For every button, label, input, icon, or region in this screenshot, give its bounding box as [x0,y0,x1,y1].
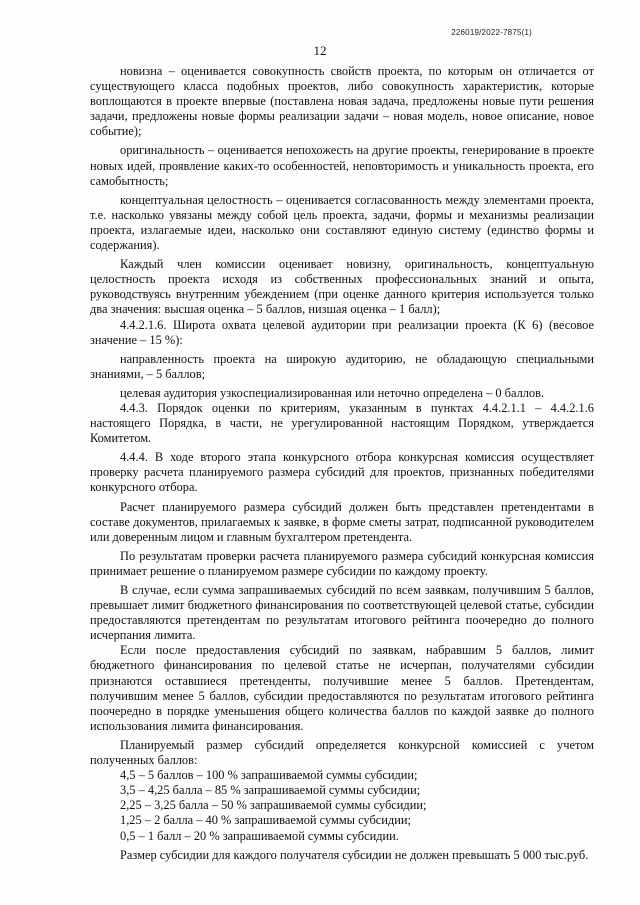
paragraph-wide-audience: направленность проекта на широкую аудиторию, не обладающую специальными знаниями, – 5 баллов; [90,351,594,381]
paragraph-subsidy-calculation: Расчет планируемого размера субсидий должен быть представлен претендентами в составе документов, прилагаемых к заявке, в форме сметы затрат, подписанной руководителем или доверенным лицом и главным бухгалтером претендента. [90,499,594,544]
paragraph-clause-4-4-4: 4.4.4. В ходе второго этапа конкурсного отбора конкурсная комиссия осуществляет проверку расчета планируемого размера субсидий для проектов, признанных победителями конкурсного отбора. [90,450,594,495]
paragraph-originality: оригинальность – оценивается непохожесть на другие проекты, генерирование в проекте новых идей, проявление каких-то особенностей, неповторимость и уникальность проекта, его самобытность; [90,143,594,188]
paragraph-conceptual-integrity: концептуальная целостность – оценивается согласованность между элементами проекта, т.е. насколько увязаны между собой цель проекта, задачи, формы и механизмы реализации проекта, излагаемые идеи, насколько они составляют единую систему (единство формы и содержания). [90,192,594,253]
document-id: 226019/2022-7875(1) [451,28,532,37]
paragraph-clause-4-4-3: 4.4.3. Порядок оценки по критериям, указанным в пунктах 4.4.2.1.1 – 4.4.2.1.6 настоящего Порядка, в части, не урегулированной настоящим Порядком, утверждается Комитетом. [90,400,594,446]
paragraph-commission-evaluation: Каждый член комиссии оценивает новизну, оригинальность, концептуальную целостность проекта исходя из собственных профессиональных знаний и опыта, руководствуясь внутренним убеждением (при оценке данного критерия используется только два значения: высшая оценка – 5 баллов, низшая оценка – 1 балл); [90,257,594,317]
list-item-score-tier: 2,25 – 3,25 балла – 50 % запрашиваемой суммы субсидии; [120,798,427,813]
list-item-score-tier: 4,5 – 5 баллов – 100 % запрашиваемой суммы субсидии; [120,768,418,783]
document-body [90,64,594,863]
list-item-score-tier: 3,5 – 4,25 балла – 85 % запрашиваемой суммы субсидии; [120,783,421,798]
list-item-score-tier: 0,5 – 1 балл – 20 % запрашиваемой суммы субсидии. [120,828,399,843]
paragraph-planned-size: Планируемый размер субсидий определяется конкурсной комиссией с учетом полученных баллов: [90,737,594,768]
paragraph-clause-4-4-2-1-6: 4.4.2.1.6. Широта охвата целевой аудитории при реализации проекта (К 6) (весовое значение – 15 %): [90,317,594,347]
paragraph-narrow-audience: целевая аудитория узкоспециализированная или неточно определена – 0 баллов. [120,385,545,400]
page-number: 12 [313,43,327,58]
paragraph-verification-results: По результатам проверки расчета планируемого размера субсидий конкурсная комиссия принимает решение о планируемом размере субсидии по каждому проекту. [90,548,594,578]
list-item-score-tier: 1,25 – 2 балла – 40 % запрашиваемой суммы субсидии; [120,813,411,828]
paragraph-limit-exceeded: В случае, если сумма запрашиваемых субсидий по всем заявкам, получившим 5 баллов, превышает лимит бюджетного финансирования по соответствующей целевой статье, субсидии предоставляются претендентам по результатам итогового рейтинга поочередно до полного исчерпания лимита. [90,583,594,643]
paragraph-novelty: новизна – оценивается совокупность свойств проекта, по которым он отличается от существующего класса подобных проектов, либо совокупность характеристик, которые воплощаются в проекте впервые (поставлена новая задача, предложены новые пути решения задачи, предложены новые формы реализации задачи – новая модель, новое описание, новое событие); [90,64,594,139]
paragraph-remaining-limit: Если после предоставления субсидий по заявкам, набравшим 5 баллов, лимит бюджетного финансирования по целевой статье не исчерпан, получателями субсидии признаются оставшиеся претенденты, получившие менее 5 баллов. Претендентам, получившим менее 5 баллов, субсидии предоставляются по результатам итогового рейтинга поочередно в порядке уменьшения общего количества баллов по каждой заявке до полного использования лимита финансирования. [90,643,594,733]
paragraph-max-subsidy: Размер субсидии для каждого получателя субсидии не должен превышать 5 000 тыс.руб. [120,847,589,862]
